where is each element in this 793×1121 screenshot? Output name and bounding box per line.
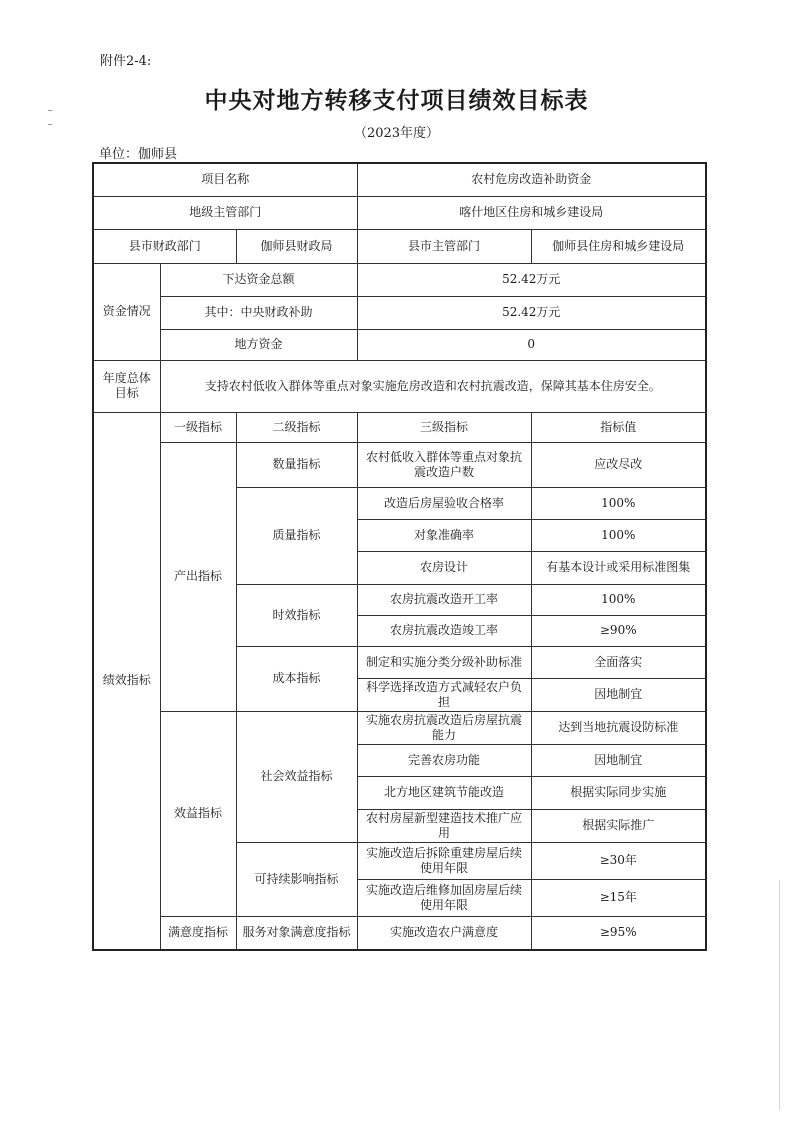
funds-local-value: 0 bbox=[357, 329, 706, 360]
indicators-label: 绩效指标 bbox=[93, 412, 160, 950]
prefecture-dept-label: 地级主管部门 bbox=[93, 196, 357, 229]
funds-total-value: 52.42万元 bbox=[357, 263, 706, 296]
table-row bbox=[93, 442, 706, 487]
satisfaction-level2-label: 服务对象满意度指标 bbox=[236, 916, 357, 950]
indicator-value: ≥90% bbox=[531, 615, 706, 646]
funds-central-label: 其中：中央财政补助 bbox=[160, 296, 357, 329]
unit-label: 单位：伽师县 bbox=[99, 147, 178, 162]
indicator-name: 农村房屋新型建造技术推广应用 bbox=[357, 809, 531, 842]
project-name-label: 项目名称 bbox=[93, 163, 357, 196]
county-dept-value: 伽师县住房和城乡建设局 bbox=[531, 229, 706, 263]
indicator-name: 农房设计 bbox=[357, 551, 531, 584]
quality-indicator-label: 质量指标 bbox=[236, 487, 357, 584]
social-benefit-indicator-label: 社会效益指标 bbox=[236, 711, 357, 842]
table-row bbox=[93, 711, 706, 744]
indicator-name: 科学选择改造方式减轻农户负担 bbox=[357, 678, 531, 711]
header-level2: 二级指标 bbox=[236, 412, 357, 442]
table-row bbox=[93, 412, 706, 442]
table-row bbox=[93, 296, 706, 329]
attachment-label: 附件2-4: bbox=[100, 54, 152, 69]
indicator-name: 农村低收入群体等重点对象抗震改造户数 bbox=[357, 442, 531, 487]
annual-goal-label: 年度总体目标 bbox=[93, 360, 160, 412]
timeliness-indicator-label: 时效指标 bbox=[236, 584, 357, 646]
indicator-value: 应改尽改 bbox=[531, 442, 706, 487]
indicator-value: 有基本设计或采用标准图集 bbox=[531, 551, 706, 584]
indicator-name: 实施改造后拆除重建房屋后续使用年限 bbox=[357, 842, 531, 879]
indicator-name: 改造后房屋验收合格率 bbox=[357, 487, 531, 519]
county-finance-value: 伽师县财政局 bbox=[236, 229, 357, 263]
indicator-name: 北方地区建筑节能改造 bbox=[357, 776, 531, 809]
funds-local-label: 地方资金 bbox=[160, 329, 357, 360]
scan-line bbox=[779, 880, 780, 1110]
header-value: 指标值 bbox=[531, 412, 706, 442]
annual-goal-text: 支持农村低收入群体等重点对象实施危房改造和农村抗震改造，保障其基本住房安全。 bbox=[160, 360, 706, 412]
cost-indicator-label: 成本指标 bbox=[236, 646, 357, 711]
indicator-name: 完善农房功能 bbox=[357, 744, 531, 776]
county-finance-label: 县市财政部门 bbox=[93, 229, 236, 263]
indicator-value: ≥15年 bbox=[531, 879, 706, 916]
indicator-value: 100% bbox=[531, 487, 706, 519]
satisfaction-indicator-label: 满意度指标 bbox=[160, 916, 236, 950]
indicator-value: ≥30年 bbox=[531, 842, 706, 879]
funds-label: 资金情况 bbox=[93, 263, 160, 360]
table-row bbox=[93, 263, 706, 296]
sustain-indicator-label: 可持续影响指标 bbox=[236, 842, 357, 916]
indicator-name: 农房抗震改造开工率 bbox=[357, 584, 531, 615]
project-name-value: 农村危房改造补助资金 bbox=[357, 163, 706, 196]
indicator-value: 达到当地抗震设防标准 bbox=[531, 711, 706, 744]
quantity-indicator-label: 数量指标 bbox=[236, 442, 357, 487]
indicator-name: 制定和实施分类分级补助标准 bbox=[357, 646, 531, 678]
table-row bbox=[93, 229, 706, 263]
county-dept-label: 县市主管部门 bbox=[357, 229, 531, 263]
indicator-value: ≥95% bbox=[531, 916, 706, 950]
header-level1: 一级指标 bbox=[160, 412, 236, 442]
indicator-name: 实施改造后维修加固房屋后续使用年限 bbox=[357, 879, 531, 916]
table-row bbox=[93, 916, 706, 950]
funds-central-value: 52.42万元 bbox=[357, 296, 706, 329]
table-row bbox=[93, 360, 706, 412]
prefecture-dept-value: 喀什地区住房和城乡建设局 bbox=[357, 196, 706, 229]
funds-total-label: 下达资金总额 bbox=[160, 263, 357, 296]
indicator-value: 因地制宜 bbox=[531, 744, 706, 776]
indicator-name: 实施改造农户满意度 bbox=[357, 916, 531, 950]
indicator-name: 农房抗震改造竣工率 bbox=[357, 615, 531, 646]
benefit-indicator-label: 效益指标 bbox=[160, 711, 236, 916]
output-indicator-label: 产出指标 bbox=[160, 442, 236, 711]
indicator-name: 对象准确率 bbox=[357, 519, 531, 551]
year-label: （2023年度） bbox=[353, 126, 440, 141]
table-row bbox=[93, 163, 706, 196]
indicator-value: 100% bbox=[531, 519, 706, 551]
table-row bbox=[93, 196, 706, 229]
performance-target-table bbox=[92, 162, 707, 951]
indicator-value: 100% bbox=[531, 584, 706, 615]
indicator-value: 根据实际同步实施 bbox=[531, 776, 706, 809]
table-row bbox=[93, 329, 706, 360]
header-level3: 三级指标 bbox=[357, 412, 531, 442]
page-title: 中央对地方转移支付项目绩效目标表 bbox=[204, 88, 589, 114]
indicator-value: 根据实际推广 bbox=[531, 809, 706, 842]
indicator-value: 全面落实 bbox=[531, 646, 706, 678]
indicator-name: 实施农房抗震改造后房屋抗震能力 bbox=[357, 711, 531, 744]
indicator-value: 因地制宜 bbox=[531, 678, 706, 711]
